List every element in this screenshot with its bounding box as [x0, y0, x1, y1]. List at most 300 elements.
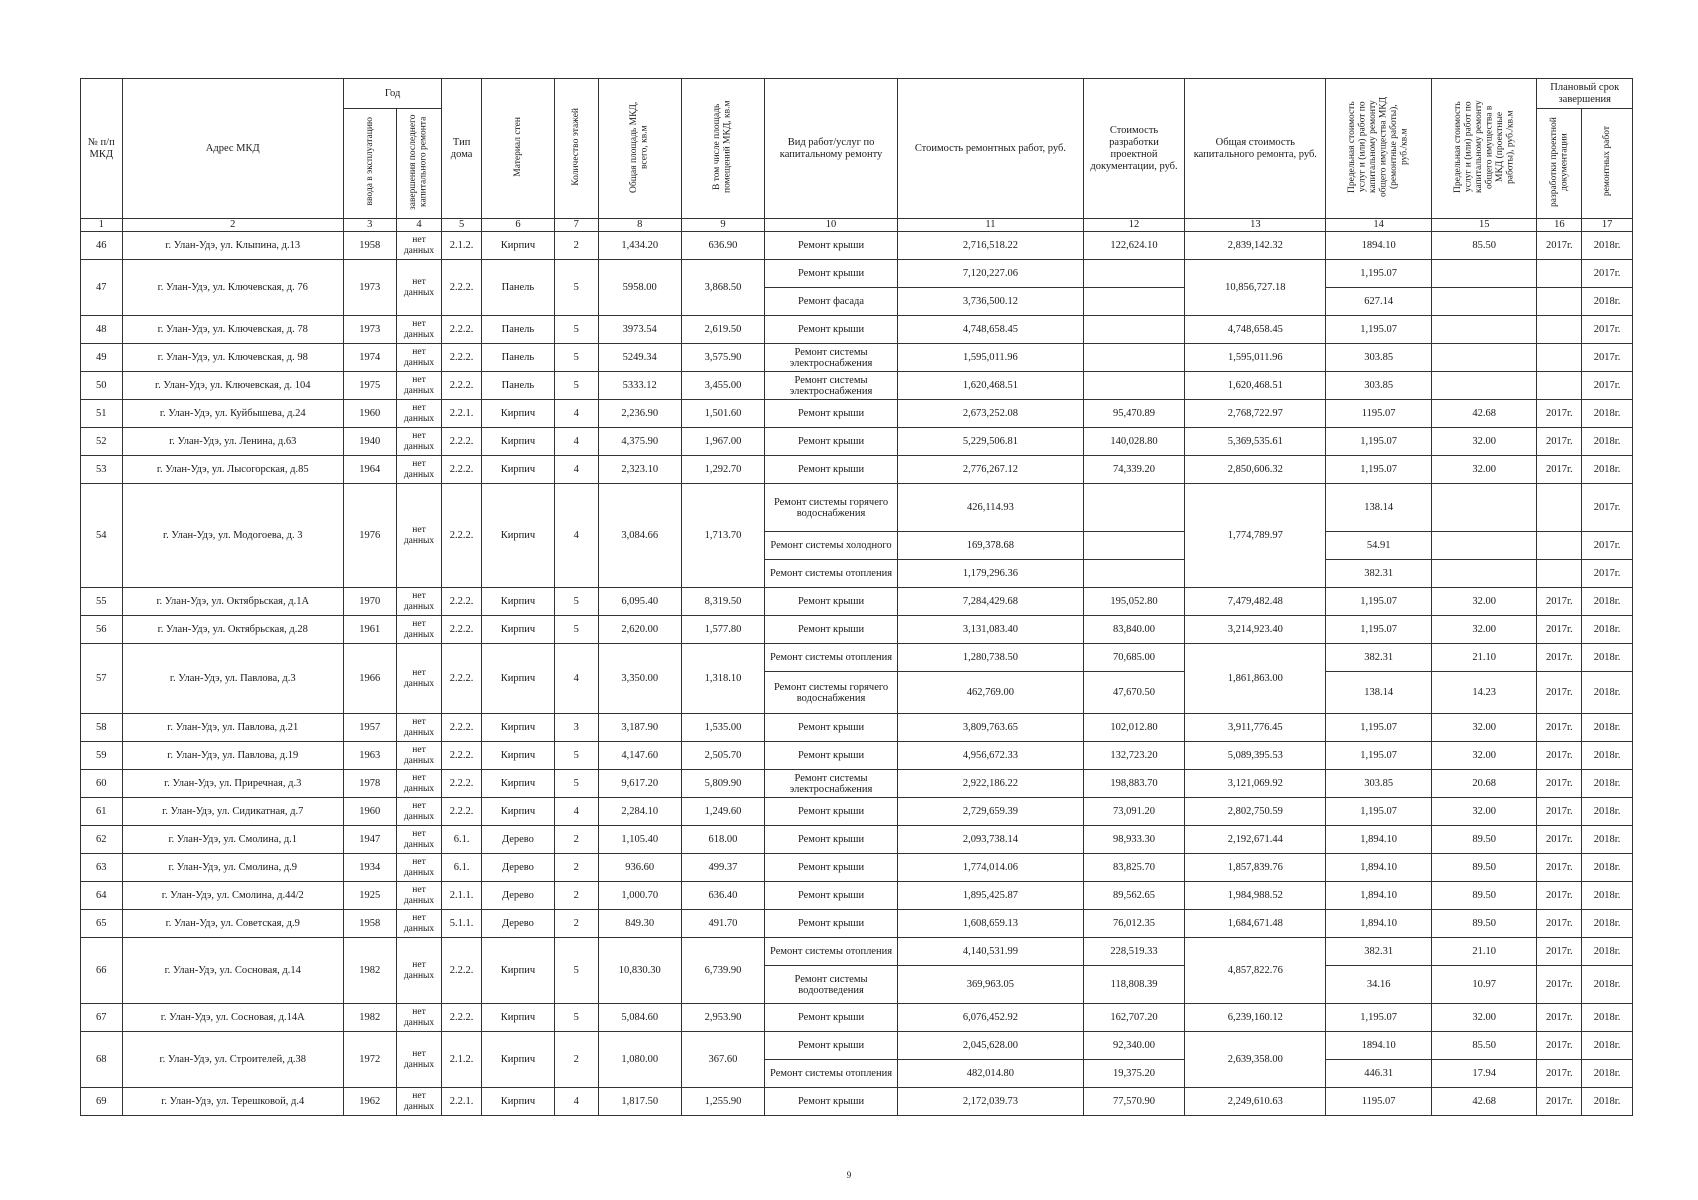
deadline-repair-cell: 2017г. [1582, 532, 1633, 560]
row-number: 67 [81, 1004, 123, 1032]
limit-design-cell: 21.10 [1431, 938, 1537, 966]
total-cost-cell: 2,639,358.00 [1185, 1032, 1326, 1088]
header-repair-cost: Стоимость ремонтных работ, руб. [898, 79, 1084, 219]
address-cell: г. Улан-Удэ, ул. Сосновая, д.14А [122, 1004, 343, 1032]
column-number: 6 [481, 219, 554, 232]
year-last-repair-cell: нет данных [396, 616, 442, 644]
deadline-design-cell [1537, 344, 1582, 372]
house-type-cell: 6.1. [442, 826, 482, 854]
limit-design-cell: 14.23 [1431, 672, 1537, 714]
design-cost-cell [1083, 484, 1185, 532]
design-cost-cell: 132,723.20 [1083, 742, 1185, 770]
deadline-design-cell: 2017г. [1537, 1004, 1582, 1032]
house-type-cell: 2.2.2. [442, 344, 482, 372]
row-number: 65 [81, 910, 123, 938]
wall-material-cell: Кирпич [481, 770, 554, 798]
limit-repair-cell: 1195.07 [1326, 400, 1432, 428]
table-row [81, 260, 1633, 288]
deadline-repair-cell: 2018г. [1582, 1060, 1633, 1088]
row-number: 48 [81, 316, 123, 344]
floors-cell: 4 [554, 798, 598, 826]
total-area-cell: 3973.54 [598, 316, 681, 344]
premises-area-cell: 636.90 [681, 232, 764, 260]
total-area-cell: 5958.00 [598, 260, 681, 316]
wall-material-cell: Кирпич [481, 742, 554, 770]
column-number-row [81, 219, 1633, 232]
address-cell: г. Улан-Удэ, ул. Октябрьская, д.28 [122, 616, 343, 644]
table-row [81, 644, 1633, 672]
table-row [81, 372, 1633, 400]
total-area-cell: 2,323.10 [598, 456, 681, 484]
deadline-repair-cell: 2018г. [1582, 910, 1633, 938]
total-cost-cell: 3,121,069.92 [1185, 770, 1326, 798]
table-row [81, 316, 1633, 344]
limit-design-cell: 32.00 [1431, 798, 1537, 826]
column-number: 5 [442, 219, 482, 232]
wall-material-cell: Кирпич [481, 232, 554, 260]
work-type-cell: Ремонт крыши [765, 714, 898, 742]
deadline-design-cell: 2017г. [1537, 588, 1582, 616]
work-type-cell: Ремонт системы горячего водоснабжения [765, 672, 898, 714]
deadline-repair-cell: 2018г. [1582, 1088, 1633, 1116]
design-cost-cell: 95,470.89 [1083, 400, 1185, 428]
year-commission-cell: 1958 [343, 232, 396, 260]
limit-repair-cell: 1,195.07 [1326, 316, 1432, 344]
wall-material-cell: Кирпич [481, 798, 554, 826]
year-commission-cell: 1972 [343, 1032, 396, 1088]
limit-design-cell [1431, 560, 1537, 588]
design-cost-cell: 47,670.50 [1083, 672, 1185, 714]
deadline-repair-cell: 2018г. [1582, 966, 1633, 1004]
limit-repair-cell: 54.91 [1326, 532, 1432, 560]
header-limit-design: Предельная стоимость услуг и (или) работ по капитальному ремонту общего имущества в МКД (проектные работы), руб./кв.м [1431, 79, 1537, 219]
row-number: 66 [81, 938, 123, 1004]
design-cost-cell: 83,840.00 [1083, 616, 1185, 644]
year-commission-cell: 1961 [343, 616, 396, 644]
row-number: 63 [81, 854, 123, 882]
deadline-repair-cell: 2018г. [1582, 770, 1633, 798]
column-number: 4 [396, 219, 442, 232]
column-number: 13 [1185, 219, 1326, 232]
limit-repair-cell: 138.14 [1326, 484, 1432, 532]
premises-area-cell: 1,292.70 [681, 456, 764, 484]
deadline-design-cell: 2017г. [1537, 714, 1582, 742]
work-type-cell: Ремонт крыши [765, 1032, 898, 1060]
row-number: 61 [81, 798, 123, 826]
total-cost-cell: 7,479,482.48 [1185, 588, 1326, 616]
repair-cost-cell: 169,378.68 [898, 532, 1084, 560]
total-cost-cell: 5,369,535.61 [1185, 428, 1326, 456]
deadline-repair-cell: 2018г. [1582, 232, 1633, 260]
header-year-commission: ввода в эксплуатацию [343, 109, 396, 219]
header-total-cost: Общая стоимость капитального ремонта, руб. [1185, 79, 1326, 219]
year-last-repair-cell: нет данных [396, 1032, 442, 1088]
design-cost-cell: 140,028.80 [1083, 428, 1185, 456]
limit-repair-cell: 1,195.07 [1326, 1004, 1432, 1032]
deadline-repair-cell: 2017г. [1582, 344, 1633, 372]
address-cell: г. Улан-Удэ, ул. Павлова, д.3 [122, 644, 343, 714]
work-type-cell: Ремонт системы электроснабжения [765, 770, 898, 798]
work-type-cell: Ремонт системы холодного [765, 532, 898, 560]
total-cost-cell: 5,089,395.53 [1185, 742, 1326, 770]
address-cell: г. Улан-Удэ, ул. Строителей, д.38 [122, 1032, 343, 1088]
deadline-design-cell: 2017г. [1537, 1060, 1582, 1088]
work-type-cell: Ремонт системы горячего водоснабжения [765, 484, 898, 532]
total-area-cell: 5,084.60 [598, 1004, 681, 1032]
work-type-cell: Ремонт крыши [765, 1088, 898, 1116]
year-last-repair-cell: нет данных [396, 400, 442, 428]
header-year-last-repair: завершения последнего капитального ремонта [396, 109, 442, 219]
repair-cost-cell: 2,729,659.39 [898, 798, 1084, 826]
table-row [81, 400, 1633, 428]
deadline-design-cell: 2017г. [1537, 400, 1582, 428]
limit-design-cell: 10.97 [1431, 966, 1537, 1004]
address-cell: г. Улан-Удэ, ул. Модогоева, д. 3 [122, 484, 343, 588]
deadline-repair-cell: 2018г. [1582, 714, 1633, 742]
row-number: 58 [81, 714, 123, 742]
year-last-repair-cell: нет данных [396, 1088, 442, 1116]
work-type-cell: Ремонт крыши [765, 428, 898, 456]
limit-repair-cell: 1,195.07 [1326, 742, 1432, 770]
premises-area-cell: 1,713.70 [681, 484, 764, 588]
deadline-design-cell [1537, 372, 1582, 400]
table-row [81, 428, 1633, 456]
premises-area-cell: 636.40 [681, 882, 764, 910]
design-cost-cell: 92,340.00 [1083, 1032, 1185, 1060]
limit-design-cell: 89.50 [1431, 854, 1537, 882]
wall-material-cell: Панель [481, 344, 554, 372]
work-type-cell: Ремонт крыши [765, 910, 898, 938]
floors-cell: 4 [554, 400, 598, 428]
floors-cell: 4 [554, 456, 598, 484]
deadline-design-cell: 2017г. [1537, 826, 1582, 854]
year-last-repair-cell: нет данных [396, 316, 442, 344]
design-cost-cell: 122,624.10 [1083, 232, 1185, 260]
header-design-cost: Стоимость разработки проектной документации, руб. [1083, 79, 1185, 219]
premises-area-cell: 367.60 [681, 1032, 764, 1088]
total-area-cell: 10,830.30 [598, 938, 681, 1004]
work-type-cell: Ремонт крыши [765, 1004, 898, 1032]
premises-area-cell: 6,739.90 [681, 938, 764, 1004]
premises-area-cell: 1,967.00 [681, 428, 764, 456]
premises-area-cell: 1,501.60 [681, 400, 764, 428]
design-cost-cell: 162,707.20 [1083, 1004, 1185, 1032]
total-area-cell: 3,084.66 [598, 484, 681, 588]
total-area-cell: 4,375.90 [598, 428, 681, 456]
design-cost-cell: 77,570.90 [1083, 1088, 1185, 1116]
year-commission-cell: 1982 [343, 1004, 396, 1032]
house-type-cell: 2.2.2. [442, 1004, 482, 1032]
deadline-design-cell [1537, 484, 1582, 532]
deadline-repair-cell: 2018г. [1582, 588, 1633, 616]
house-type-cell: 2.2.2. [442, 484, 482, 588]
design-cost-cell [1083, 344, 1185, 372]
table-row [81, 882, 1633, 910]
column-number: 14 [1326, 219, 1432, 232]
house-type-cell: 2.2.2. [442, 316, 482, 344]
work-type-cell: Ремонт крыши [765, 798, 898, 826]
deadline-design-cell: 2017г. [1537, 1032, 1582, 1060]
header-wall-material: Материал стен [481, 79, 554, 219]
year-last-repair-cell: нет данных [396, 1004, 442, 1032]
header-work-type: Вид работ/услуг по капитальному ремонту [765, 79, 898, 219]
table-row [81, 910, 1633, 938]
work-type-cell: Ремонт системы отопления [765, 1060, 898, 1088]
header-num: № п/п МКД [81, 79, 123, 219]
deadline-design-cell: 2017г. [1537, 742, 1582, 770]
repair-cost-cell: 3,736,500.12 [898, 288, 1084, 316]
limit-repair-cell: 303.85 [1326, 372, 1432, 400]
work-type-cell: Ремонт крыши [765, 882, 898, 910]
house-type-cell: 2.1.2. [442, 1032, 482, 1088]
limit-repair-cell: 1,894.10 [1326, 826, 1432, 854]
limit-design-cell: 17.94 [1431, 1060, 1537, 1088]
repair-cost-cell: 482,014.80 [898, 1060, 1084, 1088]
house-type-cell: 2.2.2. [442, 770, 482, 798]
design-cost-cell: 89,562.65 [1083, 882, 1185, 910]
deadline-repair-cell: 2017г. [1582, 316, 1633, 344]
deadline-design-cell: 2017г. [1537, 910, 1582, 938]
repair-cost-cell: 7,120,227.06 [898, 260, 1084, 288]
deadline-design-cell: 2017г. [1537, 428, 1582, 456]
row-number: 59 [81, 742, 123, 770]
year-commission-cell: 1962 [343, 1088, 396, 1116]
row-number: 60 [81, 770, 123, 798]
wall-material-cell: Кирпич [481, 588, 554, 616]
deadline-repair-cell: 2018г. [1582, 644, 1633, 672]
house-type-cell: 2.2.2. [442, 938, 482, 1004]
floors-cell: 4 [554, 484, 598, 588]
limit-design-cell: 32.00 [1431, 616, 1537, 644]
work-type-cell: Ремонт крыши [765, 854, 898, 882]
table-row [81, 1004, 1633, 1032]
year-commission-cell: 1970 [343, 588, 396, 616]
total-cost-cell: 2,768,722.97 [1185, 400, 1326, 428]
wall-material-cell: Кирпич [481, 616, 554, 644]
address-cell: г. Улан-Удэ, ул. Клыпина, д.13 [122, 232, 343, 260]
address-cell: г. Улан-Удэ, ул. Лысогорская, д.85 [122, 456, 343, 484]
deadline-design-cell: 2017г. [1537, 456, 1582, 484]
limit-design-cell: 89.50 [1431, 882, 1537, 910]
header-deadline-design: разработки проектной документации [1537, 109, 1582, 219]
wall-material-cell: Панель [481, 372, 554, 400]
premises-area-cell: 2,505.70 [681, 742, 764, 770]
deadline-design-cell: 2017г. [1537, 616, 1582, 644]
wall-material-cell: Дерево [481, 882, 554, 910]
year-commission-cell: 1925 [343, 882, 396, 910]
deadline-repair-cell: 2018г. [1582, 1032, 1633, 1060]
repair-cost-cell: 1,595,011.96 [898, 344, 1084, 372]
design-cost-cell: 102,012.80 [1083, 714, 1185, 742]
year-commission-cell: 1960 [343, 400, 396, 428]
address-cell: г. Улан-Удэ, ул. Сидикатная, д.7 [122, 798, 343, 826]
year-commission-cell: 1973 [343, 260, 396, 316]
row-number: 64 [81, 882, 123, 910]
deadline-repair-cell: 2018г. [1582, 616, 1633, 644]
total-cost-cell: 4,857,822.76 [1185, 938, 1326, 1004]
header-floors: Количество этажей [554, 79, 598, 219]
year-last-repair-cell: нет данных [396, 644, 442, 714]
work-type-cell: Ремонт системы отопления [765, 644, 898, 672]
design-cost-cell: 198,883.70 [1083, 770, 1185, 798]
house-type-cell: 2.2.2. [442, 372, 482, 400]
header-total-area: Общая площадь МКД, всего, кв.м [598, 79, 681, 219]
work-type-cell: Ремонт крыши [765, 400, 898, 428]
year-last-repair-cell: нет данных [396, 232, 442, 260]
column-number: 9 [681, 219, 764, 232]
deadline-repair-cell: 2018г. [1582, 428, 1633, 456]
header-year-group: Год [343, 79, 441, 109]
table-row [81, 854, 1633, 882]
house-type-cell: 2.2.2. [442, 588, 482, 616]
limit-repair-cell: 382.31 [1326, 560, 1432, 588]
limit-repair-cell: 1894.10 [1326, 232, 1432, 260]
premises-area-cell: 8,319.50 [681, 588, 764, 616]
header-deadline-repair: ремонтных работ [1582, 109, 1633, 219]
address-cell: г. Улан-Удэ, ул. Смолина, д.44/2 [122, 882, 343, 910]
premises-area-cell: 499.37 [681, 854, 764, 882]
floors-cell: 2 [554, 882, 598, 910]
year-last-repair-cell: нет данных [396, 770, 442, 798]
address-cell: г. Улан-Удэ, ул. Смолина, д.9 [122, 854, 343, 882]
house-type-cell: 2.2.2. [442, 456, 482, 484]
address-cell: г. Улан-Удэ, ул. Ленина, д.63 [122, 428, 343, 456]
floors-cell: 2 [554, 232, 598, 260]
row-number: 49 [81, 344, 123, 372]
floors-cell: 5 [554, 938, 598, 1004]
year-commission-cell: 1976 [343, 484, 396, 588]
table-row [81, 588, 1633, 616]
work-type-cell: Ремонт системы водоотведения [765, 966, 898, 1004]
limit-design-cell: 32.00 [1431, 1004, 1537, 1032]
table-row [81, 938, 1633, 966]
row-number: 62 [81, 826, 123, 854]
premises-area-cell: 5,809.90 [681, 770, 764, 798]
work-type-cell: Ремонт крыши [765, 316, 898, 344]
deadline-design-cell: 2017г. [1537, 854, 1582, 882]
repair-cost-cell: 426,114.93 [898, 484, 1084, 532]
column-number: 16 [1537, 219, 1582, 232]
total-area-cell: 1,105.40 [598, 826, 681, 854]
design-cost-cell: 19,375.20 [1083, 1060, 1185, 1088]
house-type-cell: 5.1.1. [442, 910, 482, 938]
repair-cost-cell: 3,131,083.40 [898, 616, 1084, 644]
table-body [81, 232, 1633, 1116]
year-last-repair-cell: нет данных [396, 938, 442, 1004]
limit-design-cell: 42.68 [1431, 400, 1537, 428]
work-type-cell: Ремонт крыши [765, 232, 898, 260]
total-area-cell: 1,080.00 [598, 1032, 681, 1088]
table-row [81, 1032, 1633, 1060]
header-limit-repair: Предельная стоимость услуг и (или) работ по капитальному ремонту общего имущества МКД (ремонтные работы), руб./кв.м [1326, 79, 1432, 219]
premises-area-cell: 1,249.60 [681, 798, 764, 826]
year-last-repair-cell: нет данных [396, 882, 442, 910]
deadline-design-cell: 2017г. [1537, 672, 1582, 714]
limit-repair-cell: 1,195.07 [1326, 428, 1432, 456]
floors-cell: 3 [554, 714, 598, 742]
repair-cost-cell: 3,809,763.65 [898, 714, 1084, 742]
column-number: 2 [122, 219, 343, 232]
premises-area-cell: 3,575.90 [681, 344, 764, 372]
repair-cost-cell: 4,748,658.45 [898, 316, 1084, 344]
premises-area-cell: 1,577.80 [681, 616, 764, 644]
header-address: Адрес МКД [122, 79, 343, 219]
deadline-repair-cell: 2017г. [1582, 560, 1633, 588]
floors-cell: 2 [554, 826, 598, 854]
repair-cost-cell: 6,076,452.92 [898, 1004, 1084, 1032]
year-last-repair-cell: нет данных [396, 428, 442, 456]
repair-cost-cell: 2,922,186.22 [898, 770, 1084, 798]
repair-cost-cell: 462,769.00 [898, 672, 1084, 714]
limit-design-cell: 32.00 [1431, 588, 1537, 616]
deadline-repair-cell: 2017г. [1582, 372, 1633, 400]
deadline-design-cell: 2017г. [1537, 798, 1582, 826]
total-cost-cell: 2,192,671.44 [1185, 826, 1326, 854]
total-cost-cell: 1,774,789.97 [1185, 484, 1326, 588]
work-type-cell: Ремонт крыши [765, 456, 898, 484]
wall-material-cell: Кирпич [481, 428, 554, 456]
floors-cell: 2 [554, 910, 598, 938]
year-commission-cell: 1974 [343, 344, 396, 372]
design-cost-cell: 228,519.33 [1083, 938, 1185, 966]
house-type-cell: 6.1. [442, 854, 482, 882]
table-row [81, 770, 1633, 798]
house-type-cell: 2.2.2. [442, 260, 482, 316]
year-commission-cell: 1963 [343, 742, 396, 770]
limit-repair-cell: 446.31 [1326, 1060, 1432, 1088]
deadline-design-cell: 2017г. [1537, 938, 1582, 966]
deadline-design-cell: 2017г. [1537, 232, 1582, 260]
wall-material-cell: Дерево [481, 910, 554, 938]
total-cost-cell: 3,214,923.40 [1185, 616, 1326, 644]
total-cost-cell: 1,861,863.00 [1185, 644, 1326, 714]
deadline-design-cell: 2017г. [1537, 966, 1582, 1004]
house-type-cell: 2.2.2. [442, 428, 482, 456]
wall-material-cell: Кирпич [481, 1032, 554, 1088]
table-row [81, 344, 1633, 372]
deadline-repair-cell: 2018г. [1582, 938, 1633, 966]
repair-cost-cell: 2,776,267.12 [898, 456, 1084, 484]
floors-cell: 5 [554, 588, 598, 616]
limit-repair-cell: 1,195.07 [1326, 588, 1432, 616]
work-type-cell: Ремонт крыши [765, 742, 898, 770]
column-number: 17 [1582, 219, 1633, 232]
column-number: 15 [1431, 219, 1537, 232]
repair-schedule-table [80, 78, 1633, 1116]
house-type-cell: 2.1.2. [442, 232, 482, 260]
limit-design-cell: 32.00 [1431, 428, 1537, 456]
design-cost-cell [1083, 372, 1185, 400]
total-cost-cell: 1,684,671.48 [1185, 910, 1326, 938]
repair-cost-cell: 5,229,506.81 [898, 428, 1084, 456]
wall-material-cell: Кирпич [481, 1088, 554, 1116]
header-house-type: Тип дома [442, 79, 482, 219]
repair-cost-cell: 1,620,468.51 [898, 372, 1084, 400]
floors-cell: 5 [554, 742, 598, 770]
limit-design-cell [1431, 344, 1537, 372]
total-cost-cell: 2,850,606.32 [1185, 456, 1326, 484]
premises-area-cell: 1,535.00 [681, 714, 764, 742]
floors-cell: 2 [554, 1032, 598, 1088]
floors-cell: 2 [554, 854, 598, 882]
premises-area-cell: 491.70 [681, 910, 764, 938]
address-cell: г. Улан-Удэ, ул. Сосновая, д.14 [122, 938, 343, 1004]
year-commission-cell: 1957 [343, 714, 396, 742]
header-deadline-group: Плановый срок завершения [1537, 79, 1633, 109]
wall-material-cell: Кирпич [481, 456, 554, 484]
repair-cost-cell: 1,179,296.36 [898, 560, 1084, 588]
work-type-cell: Ремонт системы электроснабжения [765, 372, 898, 400]
